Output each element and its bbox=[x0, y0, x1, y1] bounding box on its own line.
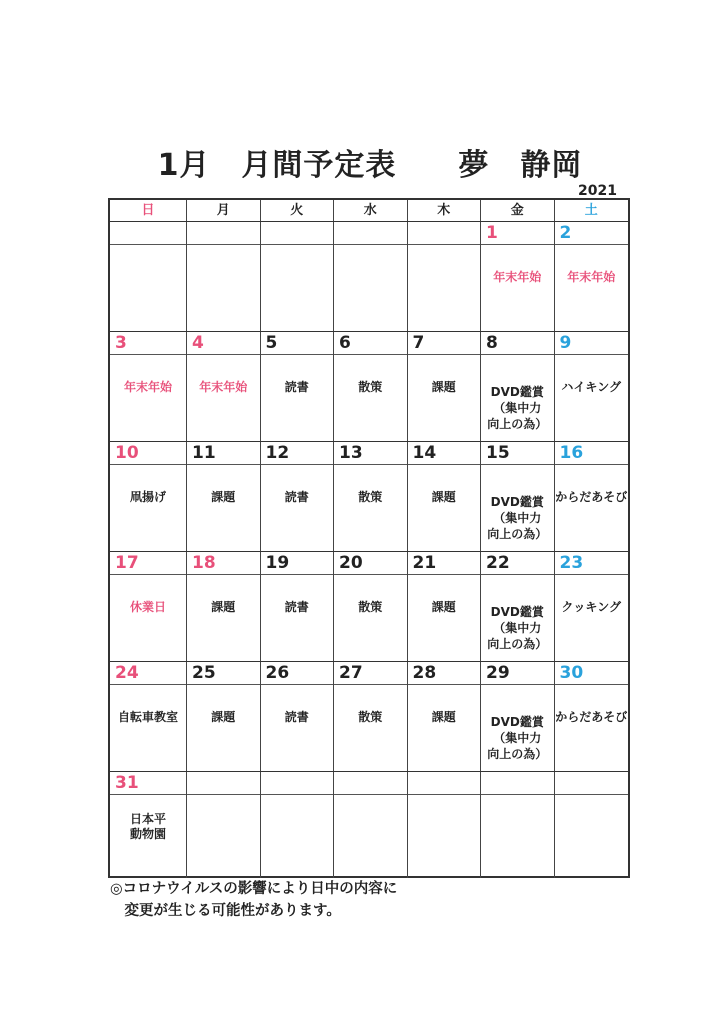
weekday-header-cell: 月 bbox=[187, 200, 261, 221]
day-cell bbox=[261, 662, 335, 771]
day-cell bbox=[261, 442, 335, 551]
day-cell bbox=[555, 772, 629, 878]
day-activity: 課題 bbox=[431, 600, 456, 614]
day-number: 10 bbox=[115, 443, 139, 463]
day-activity: DVD鑑賞 （集中力 向上の為） bbox=[487, 715, 548, 761]
day-number: 28 bbox=[412, 663, 437, 683]
day-cell bbox=[110, 552, 187, 661]
day-activity: 課題 bbox=[211, 710, 236, 724]
day-number: 13 bbox=[339, 443, 363, 463]
day-number: 19 bbox=[265, 553, 290, 573]
day-number: 26 bbox=[265, 663, 290, 683]
day-cell bbox=[334, 442, 408, 551]
day-cell bbox=[110, 332, 187, 441]
day-number: 23 bbox=[559, 553, 584, 573]
day-number: 9 bbox=[559, 333, 572, 353]
year-label: 2021 bbox=[578, 183, 617, 199]
day-activity: 課題 bbox=[431, 380, 456, 394]
day-cell bbox=[408, 552, 482, 661]
day-number: 16 bbox=[559, 443, 584, 463]
week-row bbox=[110, 552, 628, 662]
day-activity: 自転車教室 bbox=[117, 710, 178, 724]
day-cell bbox=[261, 222, 335, 331]
day-cell bbox=[261, 772, 335, 878]
day-cell bbox=[408, 222, 482, 331]
day-cell bbox=[334, 772, 408, 878]
day-number: 14 bbox=[412, 443, 437, 463]
day-number: 17 bbox=[115, 553, 139, 573]
notice-text: ◎コロナウイルスの影響により日中の内容に 変更が生じる可能性があります。 bbox=[110, 881, 398, 919]
week-row bbox=[110, 332, 628, 442]
day-cell bbox=[261, 552, 335, 661]
week-row bbox=[110, 662, 628, 772]
day-cell bbox=[555, 222, 629, 331]
day-cell bbox=[261, 332, 335, 441]
day-activity: 読書 bbox=[284, 710, 309, 724]
weekday-header bbox=[110, 200, 628, 222]
day-number: 2 bbox=[559, 223, 572, 243]
day-activity: 課題 bbox=[211, 600, 236, 614]
day-cell bbox=[187, 552, 261, 661]
day-cell bbox=[555, 442, 629, 551]
day-cell bbox=[110, 222, 187, 331]
day-cell bbox=[334, 552, 408, 661]
day-cell bbox=[481, 552, 555, 661]
day-cell bbox=[408, 662, 482, 771]
day-number: 6 bbox=[339, 333, 351, 353]
day-activity: 日本平 動物園 bbox=[129, 812, 166, 841]
week-row bbox=[110, 222, 628, 332]
week-row bbox=[110, 442, 628, 552]
day-number: 27 bbox=[339, 663, 363, 683]
day-activity: 休業日 bbox=[129, 600, 166, 614]
day-activity: 年末年始 bbox=[199, 380, 248, 394]
day-cell bbox=[481, 442, 555, 551]
day-activity: からだあそび bbox=[555, 710, 628, 724]
day-cell bbox=[187, 662, 261, 771]
day-number: 22 bbox=[486, 553, 510, 573]
day-cell bbox=[481, 222, 555, 331]
weekday-header-cell: 金 bbox=[481, 200, 555, 221]
day-number: 29 bbox=[486, 663, 510, 683]
day-cell bbox=[408, 332, 482, 441]
day-cell bbox=[110, 772, 187, 878]
day-cell bbox=[555, 332, 629, 441]
day-number: 1 bbox=[486, 223, 498, 243]
day-cell bbox=[110, 662, 187, 771]
day-activity: ハイキング bbox=[561, 380, 622, 394]
day-number: 11 bbox=[192, 443, 216, 463]
day-activity: 課題 bbox=[211, 490, 236, 504]
day-cell bbox=[110, 442, 187, 551]
day-activity: 年末年始 bbox=[123, 380, 172, 394]
day-number: 5 bbox=[265, 333, 278, 353]
day-activity: クッキング bbox=[561, 600, 622, 614]
day-number: 3 bbox=[115, 333, 127, 353]
day-activity: 読書 bbox=[284, 380, 309, 394]
day-cell bbox=[555, 662, 629, 771]
day-cell bbox=[481, 332, 555, 441]
day-number: 25 bbox=[192, 663, 216, 683]
day-activity: DVD鑑賞 （集中力 向上の為） bbox=[487, 495, 548, 541]
page-title: 1月 月間予定表 夢 静岡 bbox=[157, 148, 583, 183]
day-number: 4 bbox=[192, 333, 204, 353]
day-activity: 課題 bbox=[431, 490, 456, 504]
day-activity: からだあそび bbox=[555, 490, 628, 504]
week-row bbox=[110, 772, 628, 878]
calendar-table bbox=[108, 198, 630, 878]
day-number: 12 bbox=[265, 443, 290, 463]
day-activity: 散策 bbox=[358, 380, 383, 394]
day-cell bbox=[334, 332, 408, 441]
day-activity: 年末年始 bbox=[567, 270, 616, 284]
day-number: 8 bbox=[486, 333, 498, 353]
weekday-header-cell: 火 bbox=[261, 200, 335, 221]
weekday-header-cell: 水 bbox=[334, 200, 408, 221]
day-cell bbox=[187, 772, 261, 878]
day-cell bbox=[334, 222, 408, 331]
day-cell bbox=[187, 222, 261, 331]
day-activity: 散策 bbox=[358, 600, 383, 614]
day-number: 21 bbox=[412, 553, 437, 573]
day-cell bbox=[187, 442, 261, 551]
day-cell bbox=[334, 662, 408, 771]
day-number: 30 bbox=[559, 663, 584, 683]
day-activity: DVD鑑賞 （集中力 向上の為） bbox=[487, 605, 548, 651]
day-number: 20 bbox=[339, 553, 363, 573]
day-activity: 読書 bbox=[284, 490, 309, 504]
day-number: 24 bbox=[115, 663, 139, 683]
day-activity: 課題 bbox=[431, 710, 456, 724]
day-cell bbox=[408, 442, 482, 551]
day-number: 18 bbox=[192, 553, 216, 573]
day-number: 7 bbox=[412, 333, 425, 353]
day-cell bbox=[187, 332, 261, 441]
day-activity: 凧揚げ bbox=[129, 490, 166, 504]
day-cell bbox=[481, 662, 555, 771]
day-activity: 散策 bbox=[358, 710, 383, 724]
day-activity: 年末年始 bbox=[493, 270, 542, 284]
day-activity: DVD鑑賞 （集中力 向上の為） bbox=[487, 385, 548, 431]
day-number: 31 bbox=[115, 773, 139, 793]
day-number: 15 bbox=[486, 443, 510, 463]
weekday-header-cell: 木 bbox=[408, 200, 482, 221]
day-activity: 散策 bbox=[358, 490, 383, 504]
weekday-header-cell: 土 bbox=[584, 203, 598, 218]
day-cell bbox=[408, 772, 482, 878]
day-cell bbox=[555, 552, 629, 661]
weekday-header-cell: 日 bbox=[110, 200, 187, 221]
day-cell bbox=[481, 772, 555, 878]
day-activity: 読書 bbox=[284, 600, 309, 614]
